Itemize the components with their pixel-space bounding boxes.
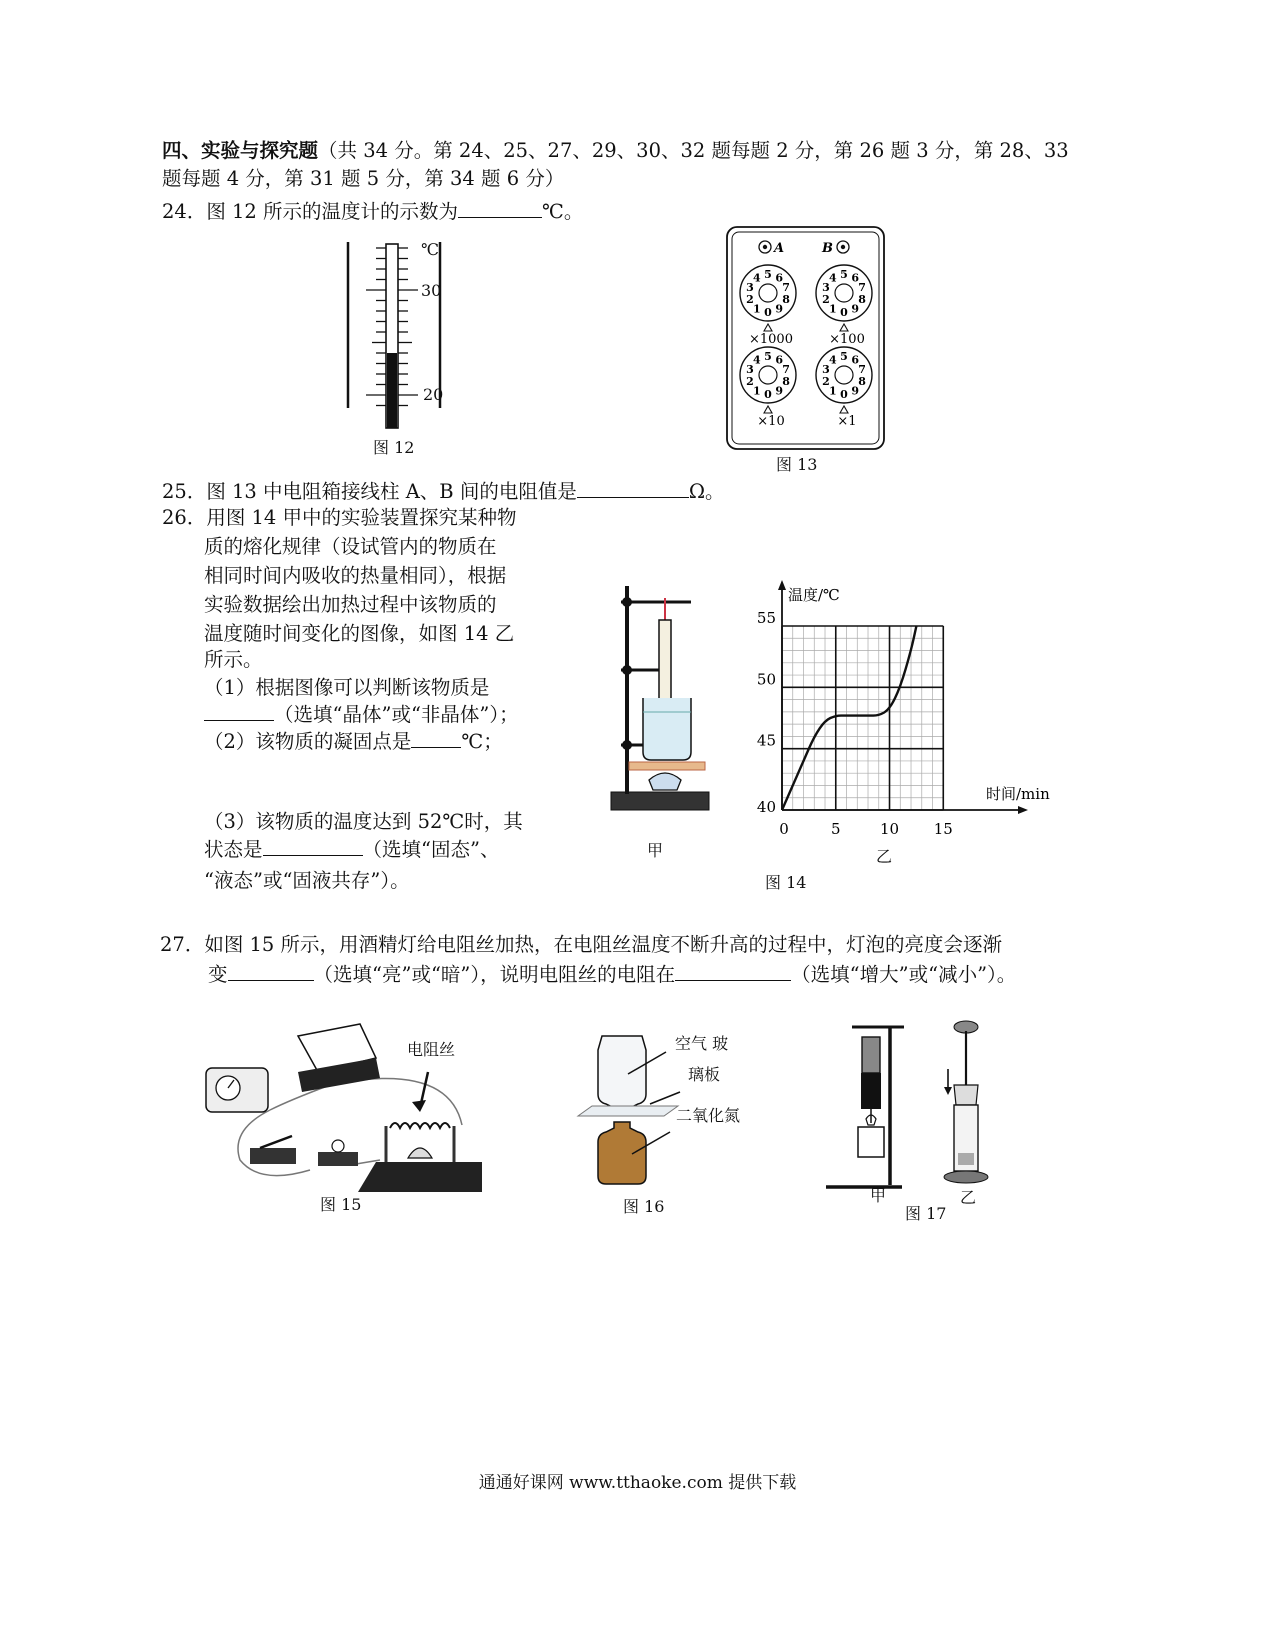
thermometer-liquid-column	[387, 353, 397, 428]
section-subtitle-line2: 题每题 4 分，第 31 题 5 分，第 34 题 6 分）	[162, 167, 565, 190]
chart-y-tick-label: 40	[756, 798, 776, 816]
q26-part1-line1: （1）根据图像可以判断该物质是	[204, 676, 490, 699]
dial-digit: 0	[840, 306, 848, 319]
thermometer-tick-30: 30	[421, 281, 442, 300]
dial-digit: 8	[858, 292, 866, 306]
section-heading	[162, 136, 1069, 165]
dial-digit: 8	[782, 374, 790, 388]
dial-digit: 4	[829, 353, 837, 367]
asbestos-net	[629, 762, 705, 770]
beaker-icon	[643, 698, 691, 760]
q25-unit: Ω。	[688, 480, 725, 503]
dial-digit: 0	[764, 306, 772, 319]
dial-digit: 9	[775, 302, 783, 316]
dial-digit: 9	[775, 384, 783, 398]
dial-digit: 8	[782, 292, 790, 306]
q26-part2-text: （2）该物质的凝固点是	[204, 730, 412, 753]
thermometer-figure	[340, 240, 450, 460]
q26-line-1: 26．用图 14 甲中的实验装置探究某种物	[162, 506, 517, 529]
resistance-box-figure	[725, 225, 887, 453]
dial-digit: 8	[858, 374, 866, 388]
q26-part3-line1: （3）该物质的温度达到 52℃时，其	[204, 810, 523, 833]
chart-y-tick-label: 55	[756, 609, 776, 627]
q26-part3-line3: “液态”或“固液共存”）。	[204, 869, 410, 892]
chart-y-arrow-icon	[778, 580, 786, 590]
alcohol-lamp-icon	[649, 773, 681, 790]
temperature-time-chart	[750, 580, 1060, 870]
dial-digit: 2	[746, 374, 754, 388]
section-subtitle-line1: （共 34 分。第 24、25、27、29、30、32 题每题 2 分，第 26 题 3 分，第 28、33	[318, 139, 1069, 162]
q27-blank-1[interactable]	[228, 961, 314, 981]
chart-x-tick-label: 5	[830, 820, 841, 838]
figure-13-caption: 图 13	[776, 455, 818, 474]
q26-part3-options: （选填“固态”、	[362, 838, 500, 861]
dial-digit: 5	[840, 350, 848, 363]
q24-answer-blank[interactable]	[458, 198, 542, 218]
q26-part2-unit: ℃；	[461, 730, 503, 753]
q26-part1-blank[interactable]	[204, 701, 274, 721]
q27-text-c: （选填“增大”或“减小”）。	[791, 963, 1017, 986]
bulb-icon	[332, 1140, 344, 1152]
dial-multiplier: ×10	[757, 414, 785, 429]
q26-line-4: 实验数据绘出加热过程中该物质的	[204, 593, 497, 616]
figure-14-label-jia: 甲	[647, 841, 664, 860]
dial-digit: 2	[822, 374, 830, 388]
terminal-b-label: B	[822, 241, 833, 256]
dial-digit: 0	[764, 388, 772, 401]
fig15-label-wire: 电阻丝	[407, 1040, 456, 1059]
q24-text: 24．图 12 所示的温度计的示数为	[162, 200, 459, 223]
figure-12-caption: 图 12	[373, 438, 415, 457]
q26-part3-text: 状态是	[204, 838, 263, 861]
lead-block-figure	[818, 1015, 1018, 1195]
gas-diffusion-figure	[570, 1030, 690, 1190]
dial-digit: 9	[851, 384, 859, 398]
melting-apparatus-figure	[605, 580, 715, 830]
dial-digit: 0	[840, 388, 848, 401]
q26-part1-options: （选填“晶体”或“非晶体”）；	[274, 703, 519, 726]
q26-part3-blank[interactable]	[263, 836, 363, 856]
figure-14-label-yi: 乙	[876, 847, 893, 866]
chart-x-tick-label: 15	[933, 820, 953, 838]
alcohol-lamp-icon-2	[408, 1148, 432, 1158]
thermometer-tick-20: 20	[423, 385, 444, 404]
dial-multiplier: ×100	[829, 332, 865, 347]
dial-digit: 4	[753, 353, 761, 367]
q26-part2-blank[interactable]	[411, 728, 461, 748]
q26-line-5: 温度随时间变化的图像，如图 14 乙	[204, 622, 515, 645]
fig16-label-no2: 二氧化氮	[676, 1106, 741, 1125]
dial-digit: 4	[753, 271, 761, 285]
dial-digit: 7	[782, 281, 790, 295]
chart-y-axis-label: 温度/℃	[788, 586, 840, 604]
q27-line-1: 27．如图 15 所示，用酒精灯给电阻丝加热，在电阻丝温度不断升高的过程中，灯泡的亮度会逐渐	[160, 933, 1003, 956]
air-bottle-icon	[598, 1036, 646, 1114]
dial-digit: 9	[851, 302, 859, 316]
chart-y-tick-label: 45	[756, 731, 776, 750]
dial-digit: 6	[775, 353, 783, 367]
page-footer: 通通好课网 www.tthaoke.com 提供下载	[478, 1473, 797, 1493]
chart-x-tick-label: 0	[779, 820, 789, 838]
no2-bottle-icon	[598, 1122, 646, 1184]
dial-digit: 6	[775, 271, 783, 285]
glass-plate-icon	[578, 1106, 678, 1116]
q24-unit: ℃。	[542, 200, 584, 223]
dial-digit: 5	[840, 268, 848, 281]
q26-part3-line2	[204, 835, 499, 864]
q26-line-6: 所示。	[204, 648, 263, 671]
q25-answer-blank[interactable]	[577, 478, 689, 498]
dial-1[interactable]	[740, 265, 796, 347]
terminal-a-label: A	[774, 241, 785, 256]
figure-17-label-yi: 乙	[960, 1188, 977, 1207]
q25-text: 25．图 13 中电阻箱接线柱 A、B 间的电阻值是	[162, 480, 577, 503]
lower-lead-block	[861, 1073, 881, 1109]
dial-digit: 3	[746, 363, 754, 377]
q27-blank-2[interactable]	[675, 961, 791, 981]
dial-multiplier: ×1000	[749, 332, 793, 347]
dial-digit: 3	[746, 281, 754, 295]
q27-line-2	[208, 960, 1016, 989]
chart-x-tick-label: 10	[879, 820, 900, 838]
dial-digit: 7	[858, 363, 866, 377]
dial-digit: 1	[753, 384, 761, 398]
dial-multiplier: ×1	[837, 414, 857, 429]
dial-digit: 7	[782, 363, 790, 377]
q26-line-2: 质的熔化规律（设试管内的物质在	[204, 535, 497, 558]
dial-digit: 1	[829, 384, 837, 398]
thermometer-unit: ℃	[421, 240, 439, 259]
switch-icon[interactable]	[250, 1148, 296, 1164]
figure-14-caption: 图 14	[765, 873, 807, 892]
figure-17-label-jia: 甲	[870, 1186, 887, 1205]
dial-digit: 2	[746, 292, 754, 306]
dial-digit: 6	[851, 353, 859, 367]
question-24	[162, 197, 583, 226]
dial-digit: 7	[858, 281, 866, 295]
figure-17-caption: 图 17	[905, 1204, 947, 1223]
upper-lead-block	[862, 1037, 880, 1073]
question-25	[162, 477, 725, 506]
chart-y-tick-label: 50	[756, 670, 776, 689]
dial-digit: 1	[829, 302, 837, 316]
stand-base	[611, 792, 709, 810]
dial-digit: 5	[764, 350, 772, 363]
dial-digit: 4	[829, 271, 837, 285]
q27-text-a: 变	[208, 963, 228, 986]
q27-text-b: （选填“亮”或“暗”），说明电阻丝的电阻在	[313, 963, 676, 986]
dial-digit: 1	[753, 302, 761, 316]
figure-15-caption: 图 15	[320, 1195, 362, 1214]
dial-digit: 2	[822, 292, 830, 306]
fig16-label-air: 空气 玻	[675, 1034, 729, 1053]
dial-digit: 5	[764, 268, 772, 281]
dial-digit: 6	[851, 271, 859, 285]
dial-digit: 3	[822, 363, 830, 377]
dial-digit: 3	[822, 281, 830, 295]
base-board	[358, 1162, 482, 1192]
temperature-curve	[782, 626, 916, 810]
bulb-holder-icon	[318, 1152, 358, 1166]
chart-x-axis-label: 时间/min	[986, 785, 1050, 803]
hanging-weight	[858, 1127, 884, 1157]
q26-line-3: 相同时间内吸收的热量相同），根据	[204, 564, 507, 587]
q26-part1-line2	[204, 700, 519, 729]
resistance-wire-icon	[390, 1123, 450, 1128]
chart-x-arrow-icon	[1018, 806, 1028, 814]
fig16-label-glass: 璃板	[688, 1065, 721, 1084]
figure-16-caption: 图 16	[623, 1197, 665, 1216]
q26-part2	[204, 727, 503, 756]
section-title: 四、实验与探究题	[162, 139, 319, 162]
